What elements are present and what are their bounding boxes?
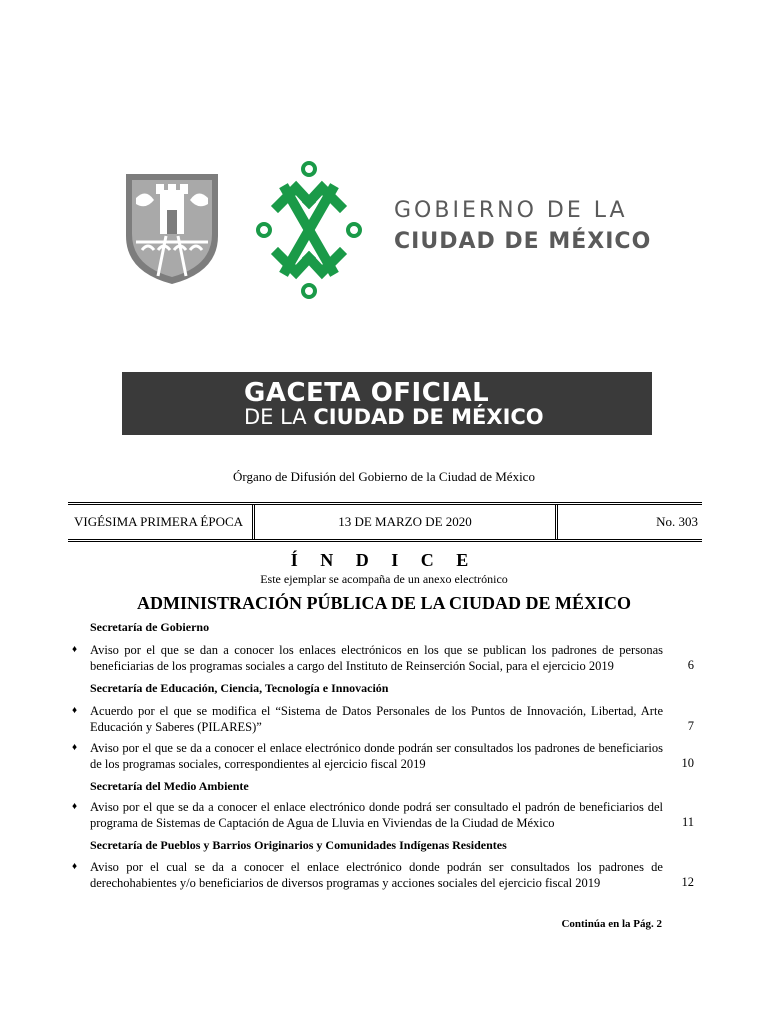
cdmx-brand-mark-icon (256, 160, 362, 300)
header-logos (0, 0, 768, 320)
section-heading: Secretaría de Gobierno (90, 620, 210, 634)
index-entry[interactable]: Aviso por el que se da a conocer el enlace electrónico donde podrán ser consultados los padrones de beneficiarios de los programas sociales, correspondientes al ejercicio fiscal 2019 (90, 741, 663, 771)
edition-epoch: VIGÉSIMA PRIMERA ÉPOCA (74, 514, 244, 529)
coat-of-arms-icon (122, 170, 222, 288)
section-heading: Secretaría de Pueblos y Barrios Originarios y Comunidades Indígenas Residentes (90, 838, 507, 852)
edition-date: 13 DE MARZO DE 2020 (252, 505, 558, 539)
government-wordmark (394, 200, 651, 253)
index-entry-page: 12 (681, 875, 694, 889)
index-entry-page: 11 (681, 815, 694, 829)
gazette-subtitle (244, 405, 544, 429)
annex-note: Este ejemplar se acompaña de un anexo electrónico (260, 572, 508, 586)
index-entry-page: 7 (687, 719, 694, 733)
edition-row (68, 502, 702, 542)
gazette-subtitle-bold: CIUDAD DE MÉXICO (313, 405, 544, 429)
bullet-icon: ♦ (72, 705, 78, 716)
section-title: ADMINISTRACIÓN PÚBLICA DE LA CIUDAD DE MÉXICO (136, 593, 632, 613)
bullet-icon: ♦ (72, 801, 78, 812)
bullet-icon: ♦ (72, 644, 78, 655)
bullet-icon: ♦ (72, 861, 78, 872)
index-entry[interactable]: Aviso por el cual se da a conocer el enlace electrónico donde podrán ser consultados los padrones de derechohabientes y/o beneficiarios de diversos programas y acciones sociales del ejercicio fiscal 2019 (90, 860, 663, 890)
gazette-subtitle-prefix: DE LA (244, 405, 314, 429)
index-entry-page: 10 (681, 756, 694, 770)
index-entry[interactable]: Acuerdo por el que se modifica el “Sistema de Datos Personales de los Puntos de Innovación, Libertad, Arte Educación y Saberes (PILARES)” (90, 704, 663, 734)
organo-line: Órgano de Difusión del Gobierno de la Ciudad de México (233, 469, 535, 484)
government-line1: GOBIERNO DE LA (394, 198, 628, 223)
bullet-icon: ♦ (72, 742, 78, 753)
section-heading: Secretaría de Educación, Ciencia, Tecnología e Innovación (90, 681, 389, 695)
gazette-banner (122, 372, 652, 435)
government-line2: CIUDAD DE MÉXICO (394, 229, 652, 254)
gazette-title: GACETA OFICIAL (244, 378, 490, 408)
index-entry[interactable]: Aviso por el que se da a conocer el enlace electrónico donde podrá ser consultado el padrón de beneficiarios del programa de Sistemas de Captación de Agua de Lluvia en Viviendas de la Ciudad de México (90, 800, 663, 830)
section-heading: Secretaría del Medio Ambiente (90, 779, 249, 793)
continues-note: Continúa en la Pág. 2 (561, 918, 662, 930)
index-entry[interactable]: Aviso por el que se dan a conocer los enlaces electrónicos en los que se publican los padrones de personas beneficiarias de los programas sociales a cargo del Instituto de Reinserción Social, para el ejercicio 2019 (90, 643, 663, 673)
index-entry-page: 6 (687, 658, 694, 672)
index-title: Í N D I C E (290, 550, 478, 570)
edition-number: No. 303 (656, 514, 698, 529)
